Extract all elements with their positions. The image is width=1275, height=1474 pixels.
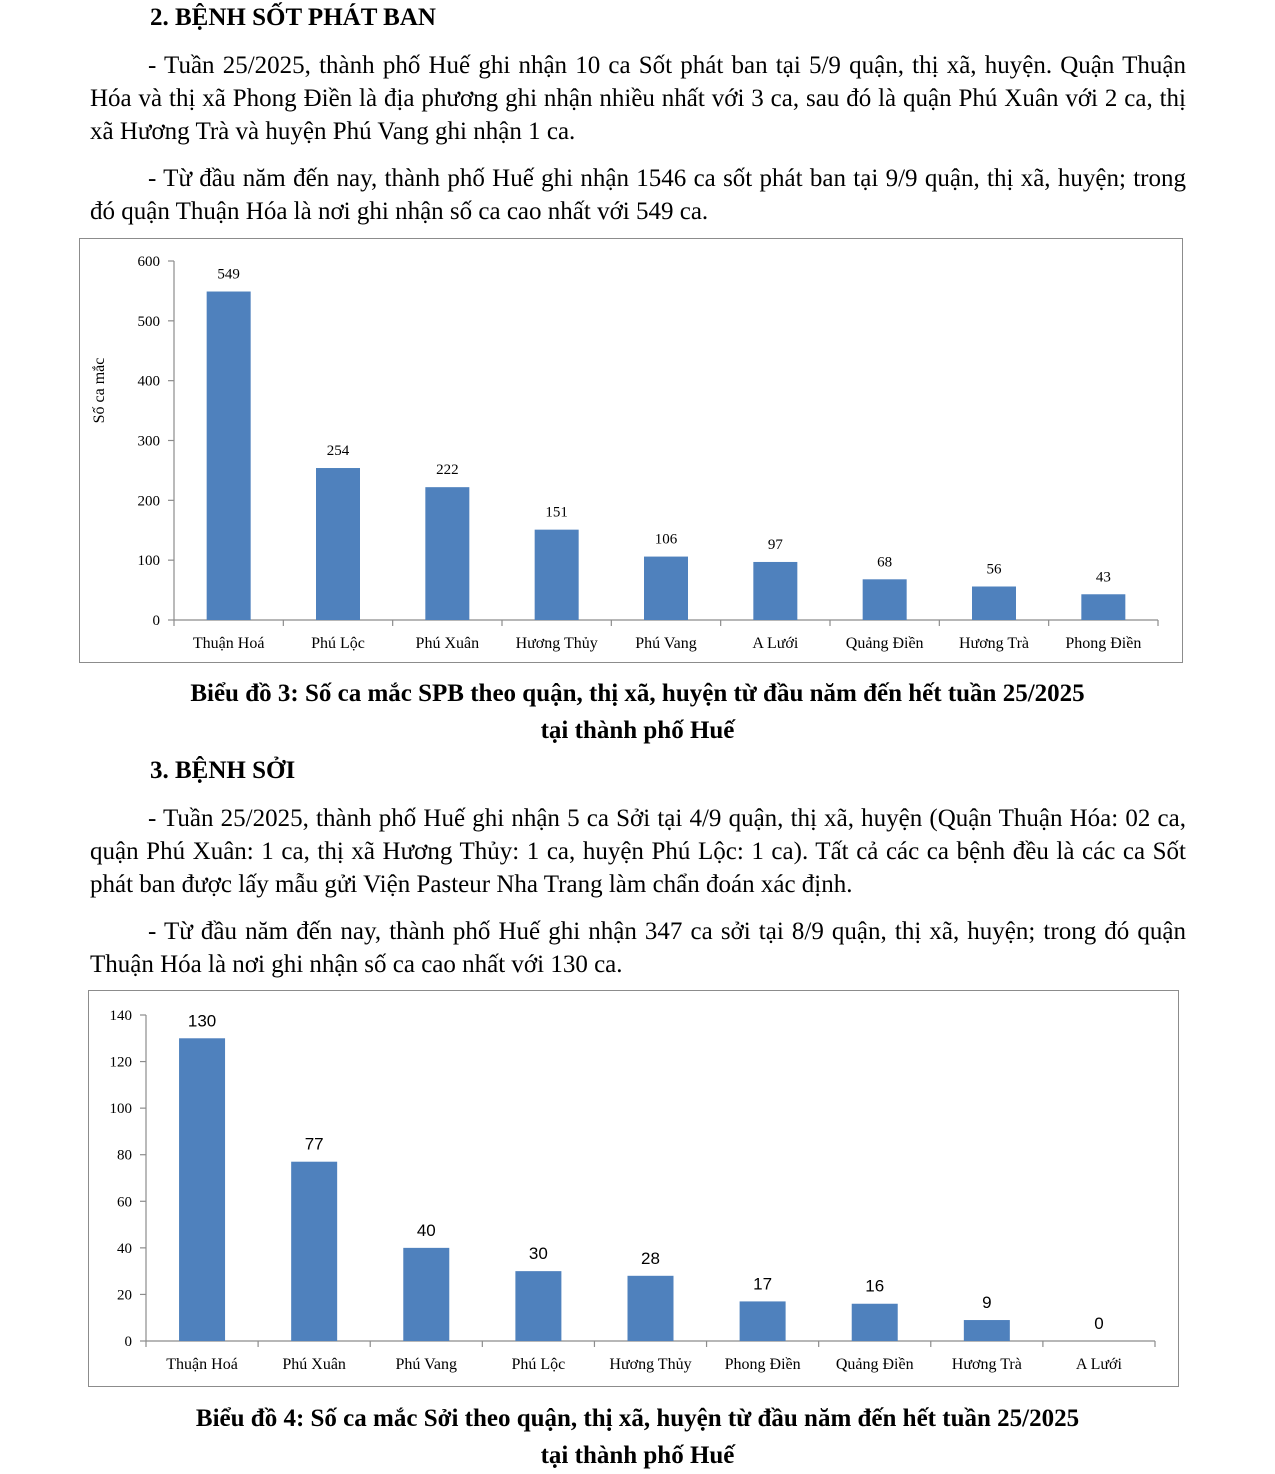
spb-bar <box>425 487 469 620</box>
spb-category-label: Hương Thủy <box>515 635 598 652</box>
measles-bar <box>628 1276 674 1341</box>
chart-measles-caption-line1: Biểu đồ 4: Số ca mắc Sởi theo quận, thị xã, huyện từ đầu năm đến hết tuần 25/2025 <box>195 1405 1080 1432</box>
measles-category-label: Phú Vang <box>395 1356 458 1373</box>
spb-bar <box>644 557 688 620</box>
measles-value-label: 28 <box>641 1248 660 1268</box>
rash-fever-week-paragraph: - Tuần 25/2025, thành phố Huế ghi nhận 10 ca Sốt phát ban tại 5/9 quận, thị xã, huyện. Quận Thuận Hóa và thị xã Phong Điền là địa phương ghi nhận nhiều nhất với 3 ca, sau đó là quận Phú Xuân với 2 ca, thị xã Hương Trà và huyện Phú Vang ghi nhận 1 ca. <box>90 52 1186 145</box>
spb-bar <box>535 530 579 620</box>
measles-category-label: A Lưới <box>1075 1356 1122 1373</box>
measles-value-label: 9 <box>982 1293 992 1313</box>
measles-category-label: Hương Trà <box>951 1356 1022 1373</box>
spb-y-tick-label: 500 <box>137 313 160 330</box>
spb-y-tick-label: 100 <box>137 553 160 570</box>
chart-rash-fever-caption-line1: Biểu đồ 3: Số ca mắc SPB theo quận, thị xã, huyện từ đầu năm đến hết tuần 25/2025 <box>190 680 1085 707</box>
measles-y-tick-label: 100 <box>109 1101 132 1118</box>
measles-category-label: Phong Điền <box>724 1356 801 1373</box>
measles-ytd-paragraph: - Từ đầu năm đến nay, thành phố Huế ghi nhận 347 ca sởi tại 8/9 quận, thị xã, huyện; trong đó quận Thuận Hóa là nơi ghi nhận số ca cao nhất với 130 ca. <box>90 918 1186 978</box>
spb-y-axis-title: Số ca mắc <box>91 357 108 424</box>
spb-bar <box>207 292 251 620</box>
measles-category-label: Phú Xuân <box>282 1356 346 1373</box>
chart-rash-fever <box>79 238 1183 663</box>
spb-category-label: Phú Vang <box>635 635 697 652</box>
measles-bar <box>291 1162 337 1341</box>
measles-y-tick-label: 20 <box>117 1287 132 1304</box>
spb-bar <box>316 468 360 620</box>
chart-measles-caption-line2: tại thành phố Huế <box>540 1442 735 1469</box>
spb-category-label: Phong Điền <box>1065 635 1142 652</box>
measles-y-tick-label: 80 <box>117 1147 132 1164</box>
section-heading-rash-fever: 2. BỆNH SỐT PHÁT BAN <box>150 4 436 31</box>
measles-bar <box>852 1304 898 1341</box>
spb-category-label: Phú Lộc <box>311 635 365 652</box>
spb-bar <box>753 562 797 620</box>
measles-value-label: 0 <box>1094 1314 1104 1333</box>
spb-value-label: 43 <box>1095 569 1111 586</box>
spb-value-label: 56 <box>986 561 1002 578</box>
measles-bar <box>740 1301 786 1341</box>
spb-value-label: 68 <box>877 554 893 571</box>
spb-value-label: 549 <box>217 266 240 283</box>
rash-fever-ytd-paragraph: - Từ đầu năm đến nay, thành phố Huế ghi nhận 1546 ca sốt phát ban tại 9/9 quận, thị xã, huyện; trong đó quận Thuận Hóa là nơi ghi nhận số ca cao nhất với 549 ca. <box>90 165 1186 225</box>
measles-bar <box>515 1271 561 1341</box>
measles-category-label: Phú Lộc <box>511 1356 566 1373</box>
spb-category-label: Thuận Hoá <box>192 635 265 652</box>
spb-bar <box>1081 594 1125 620</box>
measles-bar <box>403 1248 449 1341</box>
spb-value-label: 254 <box>326 443 350 460</box>
measles-category-label: Thuận Hoá <box>166 1356 238 1373</box>
spb-y-tick-label: 200 <box>137 493 160 510</box>
spb-category-label: Phú Xuân <box>415 635 480 652</box>
chart-rash-fever-caption-line2: tại thành phố Huế <box>540 717 735 744</box>
spb-category-label: Quảng Điền <box>845 635 924 652</box>
measles-value-label: 77 <box>304 1134 324 1154</box>
spb-bar <box>863 579 907 620</box>
measles-value-label: 16 <box>865 1276 885 1296</box>
measles-y-tick-label: 120 <box>109 1054 132 1071</box>
spb-y-tick-label: 600 <box>137 254 160 270</box>
spb-y-tick-label: 400 <box>137 373 160 390</box>
spb-value-label: 106 <box>654 531 678 548</box>
measles-week-paragraph: - Tuần 25/2025, thành phố Huế ghi nhận 5 ca Sởi tại 4/9 quận, thị xã, huyện (Quận Thuận Hóa: 02 ca, quận Phú Xuân: 1 ca, thị xã Hương Thủy: 1 ca, huyện Phú Lộc: 1 ca). Tất cả các ca bệnh đều là các ca Sốt phát ban được lấy mẫu gửi Viện Pasteur Nha Trang làm chẩn đoán xác định. <box>90 805 1186 898</box>
measles-category-label: Hương Thủy <box>609 1356 692 1373</box>
spb-y-tick-label: 0 <box>152 613 160 629</box>
measles-value-label: 17 <box>753 1274 773 1294</box>
spb-value-label: 222 <box>436 462 459 479</box>
section-heading-measles: 3. BỆNH SỞI <box>150 757 296 784</box>
measles-bar <box>179 1038 225 1341</box>
spb-value-label: 151 <box>545 504 568 521</box>
measles-bar <box>964 1320 1010 1341</box>
measles-y-tick-label: 0 <box>124 1334 132 1350</box>
spb-category-label: Hương Trà <box>958 635 1030 652</box>
chart-rash-fever-svg <box>80 239 1184 664</box>
measles-y-tick-label: 60 <box>117 1194 132 1211</box>
chart-measles-svg <box>89 991 1180 1388</box>
measles-value-label: 30 <box>528 1244 548 1264</box>
spb-category-label: A Lưới <box>752 635 799 652</box>
measles-value-label: 40 <box>416 1220 436 1240</box>
chart-measles <box>88 990 1179 1387</box>
spb-y-tick-label: 300 <box>137 433 160 450</box>
spb-value-label: 97 <box>767 536 783 553</box>
measles-y-tick-label: 40 <box>117 1240 132 1257</box>
measles-y-tick-label: 140 <box>109 1008 132 1024</box>
spb-bar <box>972 586 1016 620</box>
measles-category-label: Quảng Điền <box>835 1356 914 1373</box>
measles-value-label: 130 <box>187 1011 217 1031</box>
